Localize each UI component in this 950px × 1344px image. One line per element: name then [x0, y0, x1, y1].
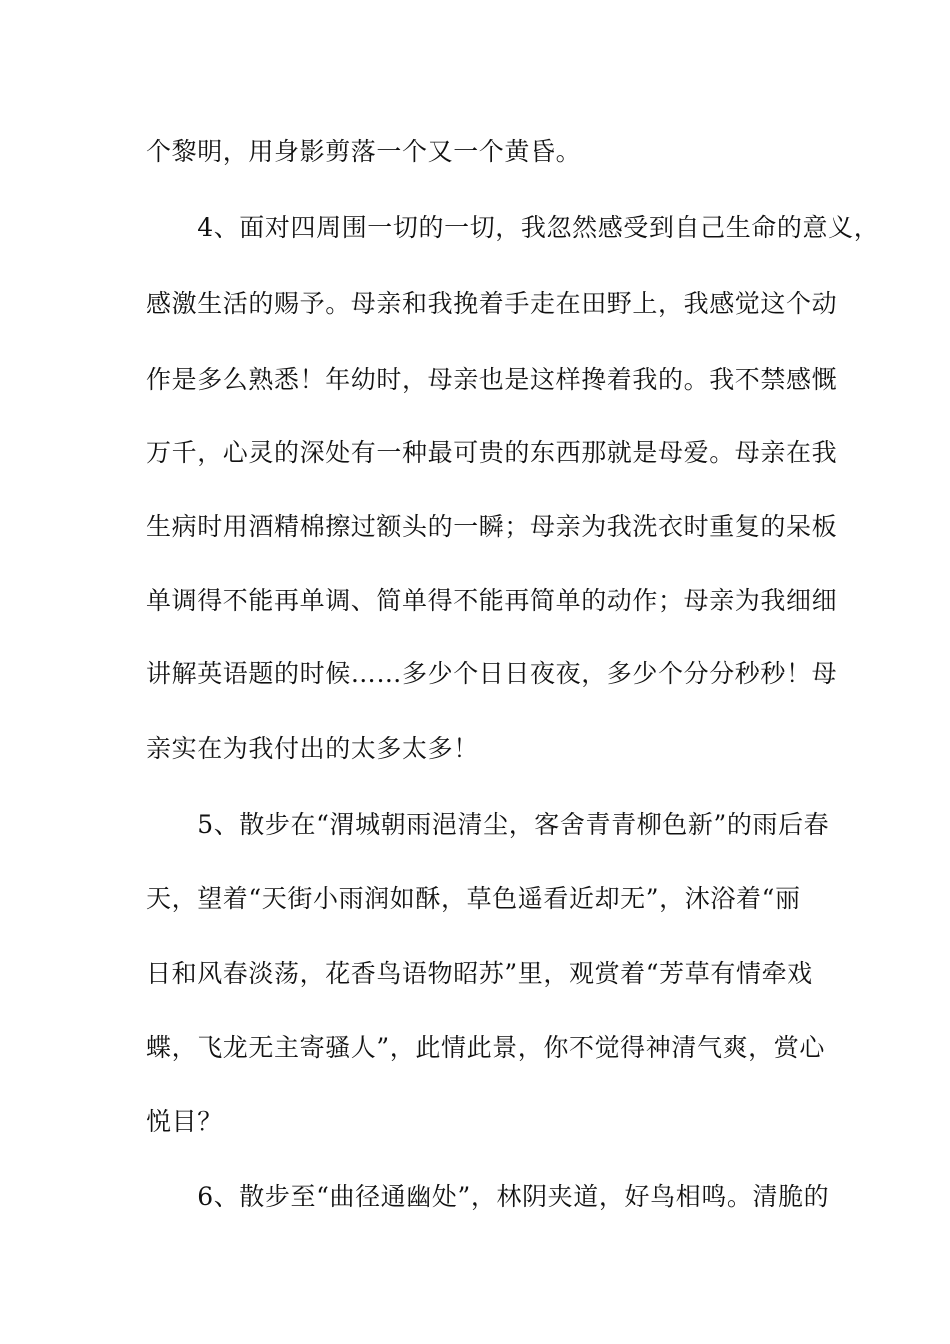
text-line: 亲实在为我付出的太多太多！ [146, 734, 479, 763]
text-line: 单调得不能再单调、简单得不能再简单的动作；母亲为我细细 [146, 586, 838, 615]
text-line: 作是多么熟悉！年幼时，母亲也是这样搀着我的。我不禁感慨 [146, 365, 838, 394]
text-line: 日和风春淡荡，花香鸟语物昭苏”里，观赏着“芳草有情牵戏 [146, 959, 813, 988]
text-line: 蝶，飞龙无主寄骚人”，此情此景，你不觉得神清气爽，赏心 [146, 1033, 825, 1062]
text-line: 感激生活的赐予。母亲和我挽着手走在田野上，我感觉这个动 [146, 289, 838, 318]
text-line: 讲解英语题的时候……多少个日日夜夜，多少个分分秒秒！母 [146, 659, 838, 688]
text-line: 万千，心灵的深处有一种最可贵的东西那就是母爱。母亲在我 [146, 438, 838, 467]
text-line: 天，望着“天街小雨润如酥，草色遥看近却无”，沐浴着“丽 [146, 884, 801, 913]
text-line: 个黎明，用身影剪落一个又一个黄昏。 [146, 137, 582, 166]
text-line: 悦目？ [146, 1107, 223, 1136]
text-line: 4、面对四周围一切的一切，我忽然感受到自己生命的意义， [146, 213, 880, 242]
text-line: 5、散步在“渭城朝雨浥清尘，客舍青青柳色新”的雨后春 [146, 810, 830, 839]
text-line: 6、散步至“曲径通幽处”，林阴夹道，好鸟相鸣。清脆的 [146, 1182, 830, 1211]
text-line: 生病时用酒精棉擦过额头的一瞬；母亲为我洗衣时重复的呆板 [146, 512, 838, 541]
